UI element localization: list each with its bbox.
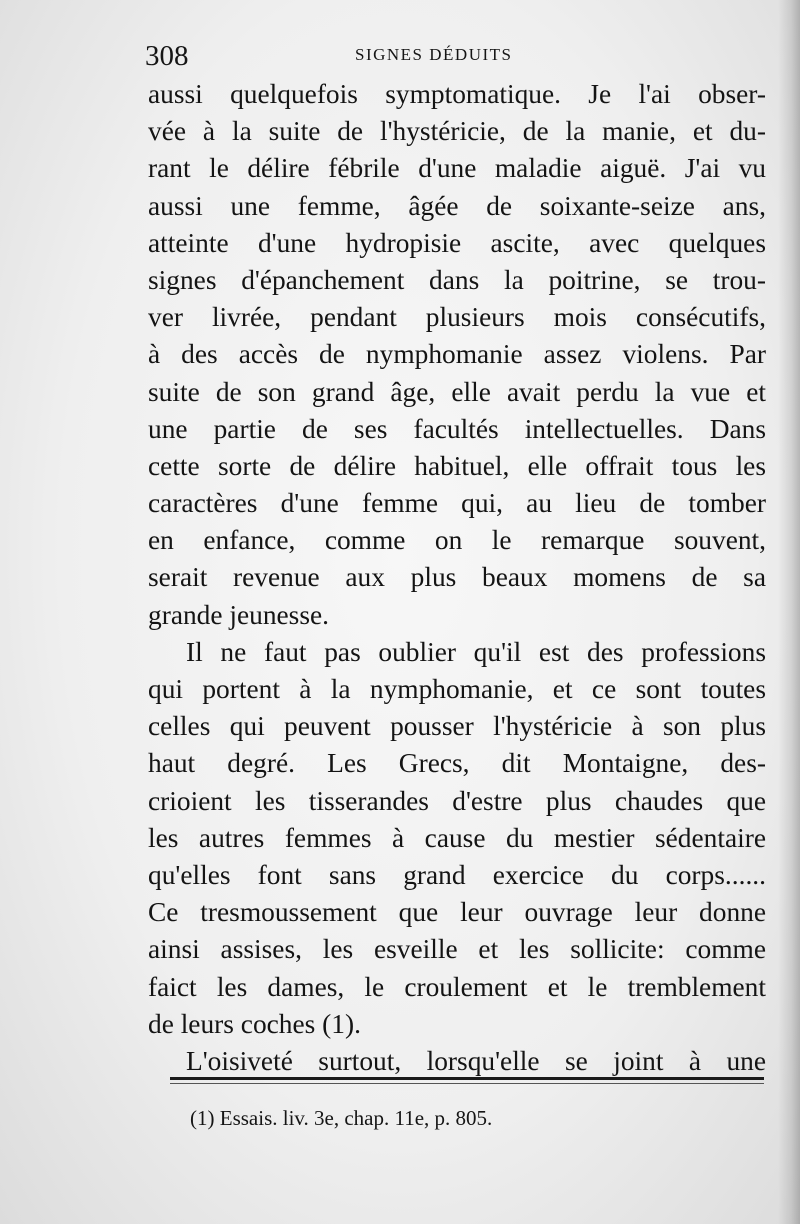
text-line: en enfance, comme on le remarque souvent, <box>148 525 766 556</box>
text-line: caractères d'une femme qui, au lieu de tomber <box>148 488 766 519</box>
text-line: crioient les tisserandes d'estre plus chaudes que <box>148 785 766 816</box>
text-line: celles qui peuvent pousser l'hystéricie à son plus <box>148 711 766 742</box>
text-line: cette sorte de délire habituel, elle offrait tous les <box>148 450 766 481</box>
text-line: serait revenue aux plus beaux momens de sa <box>148 562 766 593</box>
text-line: qui portent à la nymphomanie, et ce sont toutes <box>148 674 766 704</box>
page-number: 308 <box>145 40 189 72</box>
footnote-rule <box>170 1077 764 1080</box>
text-line: ainsi assises, les esveille et les sollicite: comme <box>148 934 766 965</box>
paragraph-end-line: de leurs coches (1). <box>148 1008 361 1039</box>
paragraph-start-line: L'oisiveté surtout, lorsqu'elle se joint à une <box>186 1045 766 1076</box>
body-text <box>148 76 766 1080</box>
text-line: aussi quelquefois symptomatique. Je l'ai obser- <box>148 79 766 109</box>
text-line: ver livrée, pendant plusieurs mois consécutifs, <box>148 302 766 333</box>
text-line: rant le délire fébrile d'une maladie aiguë. J'ai vu <box>148 153 766 184</box>
text-line: les autres femmes à cause du mestier sédentaire <box>148 822 766 853</box>
text-line: signes d'épanchement dans la poitrine, se trou- <box>148 264 766 295</box>
text-line: haut degré. Les Grecs, dit Montaigne, des- <box>148 748 766 779</box>
text-line: qu'elles font sans grand exercice du corps...... <box>148 859 766 890</box>
text-line: Ce tresmoussement que leur ouvrage leur donne <box>148 897 766 928</box>
text-line: suite de son grand âge, elle avait perdu la vue et <box>148 376 766 407</box>
footnote-rule-thin <box>170 1083 764 1084</box>
text-line: une partie de ses facultés intellectuelles. Dans <box>148 413 766 444</box>
text-line: atteinte d'une hydropisie ascite, avec quelques <box>148 227 766 258</box>
paragraph-end-line: grande jeunesse. <box>148 599 330 630</box>
paragraph-start-line: Il ne faut pas oublier qu'il est des professions <box>186 636 766 667</box>
text-line: vée à la suite de l'hystéricie, de la manie, et du- <box>148 116 766 147</box>
running-head: SIGNES DÉDUITS <box>355 45 513 64</box>
page-edge-shadow <box>778 0 800 1224</box>
text-line: faict les dames, le croulement et le tremblement <box>148 971 766 1002</box>
page-header <box>145 36 765 76</box>
text-line: à des accès de nymphomanie assez violens. Par <box>148 339 766 370</box>
text-line: aussi une femme, âgée de soixante-seize ans, <box>148 190 766 221</box>
footnote: (1) Essais. liv. 3e, chap. 11e, p. 805. <box>190 1106 493 1130</box>
